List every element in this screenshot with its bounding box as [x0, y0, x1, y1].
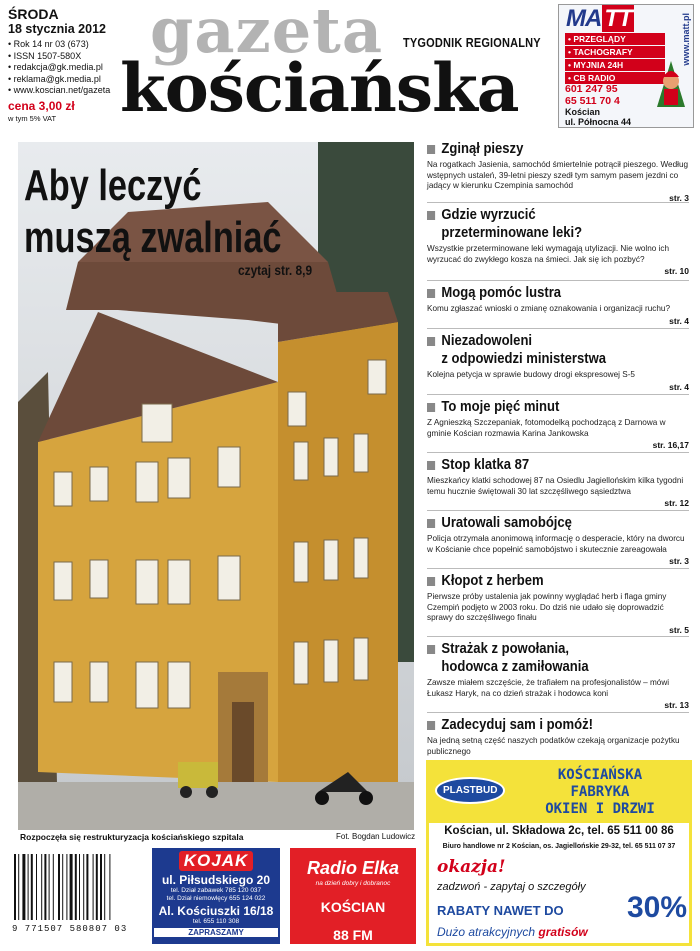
- news-page-ref[interactable]: str. 5: [669, 624, 689, 635]
- news-page-ref[interactable]: str. 12: [664, 498, 689, 508]
- news-item[interactable]: [427, 398, 689, 450]
- plastbud-office: Biuro handlowe nr 2 Kościan, os. Jagiellońskie 29-32, tel. 65 511 07 37: [442, 843, 676, 850]
- issn: • ISSN 1507-580X: [8, 50, 82, 61]
- plastbud-call: zadzwoń - zapytaj o szczegóły: [437, 881, 586, 893]
- news-divider: [427, 510, 689, 511]
- matt-city: Kościan: [565, 107, 601, 117]
- news-item[interactable]: [427, 514, 689, 566]
- matt-logo: MA TT: [566, 5, 632, 32]
- news-page-ref[interactable]: str. 4: [669, 315, 689, 326]
- service-item: • MYJNIA 24H: [565, 59, 665, 71]
- matt-street: ul. Północna 44: [565, 117, 632, 127]
- plastbud-okazja: okazja!: [437, 857, 506, 877]
- issue-date: 18 stycznia 2012: [8, 22, 106, 36]
- radio-frequency: 88 FM: [333, 927, 373, 943]
- news-item[interactable]: [427, 140, 689, 203]
- santa-mascot-icon: [655, 61, 687, 109]
- news-title-line: Stop klatka 87: [441, 457, 530, 473]
- issue-day: ŚRODA: [8, 6, 59, 22]
- news-title[interactable]: [427, 206, 663, 242]
- news-lead: Policja otrzymała anonimową informację o desperacie, który na dworcu w Kościanie chce popełnić samobójstwo i skutecznie zareagowała: [427, 534, 685, 554]
- news-title-line: Kłopot z herbem: [441, 573, 544, 589]
- news-title-line: z odpowiedzi ministerstwa: [441, 351, 607, 367]
- radio-name: Radio Elka: [306, 858, 400, 878]
- masthead-title-main: kościańska: [120, 49, 519, 127]
- matt-phone: 65 511 70 4: [565, 95, 620, 107]
- service-item: • TACHOGRAFY: [565, 46, 665, 58]
- bullet-square-icon: [427, 337, 435, 346]
- news-item[interactable]: [427, 332, 689, 392]
- vat-note: w tym 5% VAT: [8, 113, 57, 123]
- masthead-title-top: gazeta: [150, 0, 383, 67]
- radio-elka-ad[interactable]: [290, 848, 416, 944]
- news-lead: Na jedną setną część naszych podatków czekają organizacje pożytku publicznego: [427, 736, 680, 756]
- bullet-square-icon: [427, 721, 435, 730]
- barcode-icon: [10, 852, 142, 932]
- headline-line: muszą zwalniać: [24, 213, 282, 262]
- matt-ad[interactable]: [558, 4, 694, 128]
- news-title[interactable]: [427, 456, 663, 474]
- news-title-line: Niezadowoleni: [441, 333, 533, 349]
- plastbud-discount: RABATY NAWET DO: [437, 903, 564, 918]
- news-divider: [427, 202, 689, 203]
- matt-phone: 601 247 95: [565, 83, 618, 95]
- plastbud-firm-name: KOŚCIAŃSKA FABRYKA OKIEN I DRZWI: [545, 767, 655, 817]
- news-title[interactable]: [427, 398, 663, 416]
- news-divider: [427, 452, 689, 453]
- news-title-line: Mogą pomóc lustra: [441, 285, 562, 301]
- bullet-square-icon: [427, 461, 435, 470]
- plastbud-percent: 30%: [627, 891, 688, 924]
- radio-city: KOŚCIAN: [320, 899, 386, 915]
- kojak-logo: KOJAK: [179, 851, 254, 871]
- bullet-square-icon: [427, 289, 435, 298]
- news-divider: [427, 328, 689, 329]
- news-item[interactable]: [427, 572, 689, 635]
- kojak-invite: ZAPRASZAMY: [154, 928, 278, 937]
- kojak-address: ul. Piłsudskiego 20: [161, 873, 271, 887]
- news-divider: [427, 568, 689, 569]
- kojak-ad[interactable]: [152, 848, 280, 944]
- news-title[interactable]: [427, 716, 663, 734]
- news-item[interactable]: [427, 456, 689, 508]
- bullet-square-icon: [427, 577, 435, 586]
- editor-email[interactable]: • redakcja@gk.media.pl: [8, 62, 103, 72]
- news-title[interactable]: [427, 640, 663, 676]
- news-page-ref[interactable]: str. 16,17: [652, 440, 689, 450]
- news-title-line: Uratowali samobójcę: [441, 515, 572, 531]
- news-divider: [427, 394, 689, 395]
- news-divider: [427, 280, 689, 281]
- news-lead: Z Agnieszką Szczepaniak, fotomodelką pochodzącą z Darnowa w gminie Kościan rozmawia Karina Jankowska: [427, 418, 666, 438]
- news-title-line: przeterminowane leki?: [441, 225, 583, 241]
- bullet-square-icon: [427, 211, 435, 220]
- news-title[interactable]: [427, 514, 663, 532]
- kojak-phone: tel. Dział niemowlęcy 655 124 022: [166, 894, 266, 902]
- news-lead: Wszystkie przeterminowane leki wymagają utylizacji. Nie wolno ich wyrzucać do zwykłego kosza na śmieci. Jak się ich pozbyć?: [427, 244, 670, 264]
- website-link[interactable]: • www.koscian.net/gazeta: [8, 85, 111, 95]
- news-title-line: Zadecyduj sam i pomóż!: [441, 717, 593, 733]
- plastbud-address: Kościan, ul. Składowa 2c, tel. 65 511 00 86: [444, 825, 674, 837]
- news-page-ref[interactable]: str. 3: [669, 192, 689, 203]
- news-lead: Komu zgłaszać wnioski o zmianę oznakowania i organizacji ruchu?: [427, 304, 671, 313]
- news-title-line: Gdzie wyrzucić: [441, 207, 536, 223]
- service-item: • PRZEGLĄDY: [565, 33, 665, 45]
- ads-email[interactable]: • reklama@gk.media.pl: [8, 73, 101, 84]
- news-lead: Na rogatkach Jasienia, samochód śmiertelnie potrącił pieszego. Według wstępnych ustaleń, 39-letni pieszy szedł tym samym pasem jezdni co jadący w kierunku Czempinia samochód: [427, 160, 689, 190]
- news-lead: Mieszkańcy klatki schodowej 87 na Osiedlu Jagiellońskim kilka tygodni temu hucznie świętowali 30 lat szczęśliwego sąsiedztwa: [427, 476, 684, 496]
- matt-website[interactable]: www.matt.pl: [681, 13, 691, 66]
- news-divider: [427, 712, 689, 713]
- news-title-line: hodowca z zamiłowania: [441, 659, 589, 675]
- issue-info: [8, 6, 133, 124]
- plastbud-gifts: Dużo atrakcyjnych gratisów: [437, 925, 588, 939]
- plastbud-logo: PLASTBUD: [435, 777, 505, 804]
- news-lead: Pierwsze próby ustalenia jak powinny wyglądać herb i flaga gminy Czempiń podjęto w 2003 roku. Do dziś nie udało się doprowadzić sprawy do szczęśliwego finału: [427, 592, 667, 622]
- radio-slogan: na dzień dobry i dobranoc: [315, 880, 391, 887]
- photo-caption: Rozpoczęła się restrukturyzacja kościańskiego szpitala: [20, 832, 244, 842]
- news-title-line: Zginął pieszy: [441, 141, 524, 157]
- news-page-ref[interactable]: str. 13: [664, 700, 689, 710]
- bullet-square-icon: [427, 519, 435, 528]
- matt-services: [565, 33, 665, 85]
- service-item: • CB RADIO: [565, 72, 665, 84]
- barcode-number: 9 771507 580807 03: [12, 924, 128, 934]
- read-more-pages[interactable]: czytaj str. 8,9: [238, 262, 313, 278]
- bullet-square-icon: [427, 145, 435, 154]
- news-item[interactable]: [427, 284, 689, 326]
- bullet-square-icon: [427, 645, 435, 654]
- issue-number: • Rok 14 nr 03 (673): [8, 39, 89, 49]
- news-title[interactable]: [427, 284, 663, 302]
- news-item[interactable]: [427, 640, 689, 710]
- masthead-subtitle: TYGODNIK REGIONALNY: [403, 36, 541, 50]
- cover-price: cena 3,00 zł: [8, 98, 75, 113]
- news-title-line: Strażak z powołania,: [441, 641, 570, 657]
- photo-credit: Fot. Bogdan Ludowicz: [336, 832, 416, 841]
- news-title[interactable]: [427, 140, 663, 158]
- news-lead: Zawsze miałem szczęście, że trafiałem na profesjonalistów – mówi Łukasz Haryk, na co dzień strażak i hodowca koni: [427, 678, 670, 698]
- news-page-ref[interactable]: str. 4: [669, 381, 689, 392]
- plastbud-header: [429, 763, 689, 823]
- news-page-ref[interactable]: str. 3: [669, 556, 689, 566]
- news-title[interactable]: [427, 572, 663, 590]
- news-lead: Kolejna petycja w sprawie budowy drogi ekspresowej S-5: [427, 370, 635, 379]
- kojak-phone: tel. Dział zabawek 785 120 037: [170, 887, 262, 894]
- cover-headline[interactable]: [24, 160, 282, 264]
- headline-line: Aby leczyć: [24, 161, 202, 210]
- plastbud-ad[interactable]: [426, 760, 692, 946]
- news-page-ref[interactable]: str. 10: [664, 266, 689, 276]
- news-title-line: To moje pięć minut: [441, 399, 560, 415]
- news-divider: [427, 636, 689, 637]
- news-item[interactable]: [427, 206, 689, 276]
- kojak-phone: tel. 655 110 308: [192, 918, 240, 925]
- bullet-square-icon: [427, 403, 435, 412]
- news-title[interactable]: [427, 332, 663, 368]
- kojak-address: Al. Kościuszki 16/18: [158, 904, 274, 918]
